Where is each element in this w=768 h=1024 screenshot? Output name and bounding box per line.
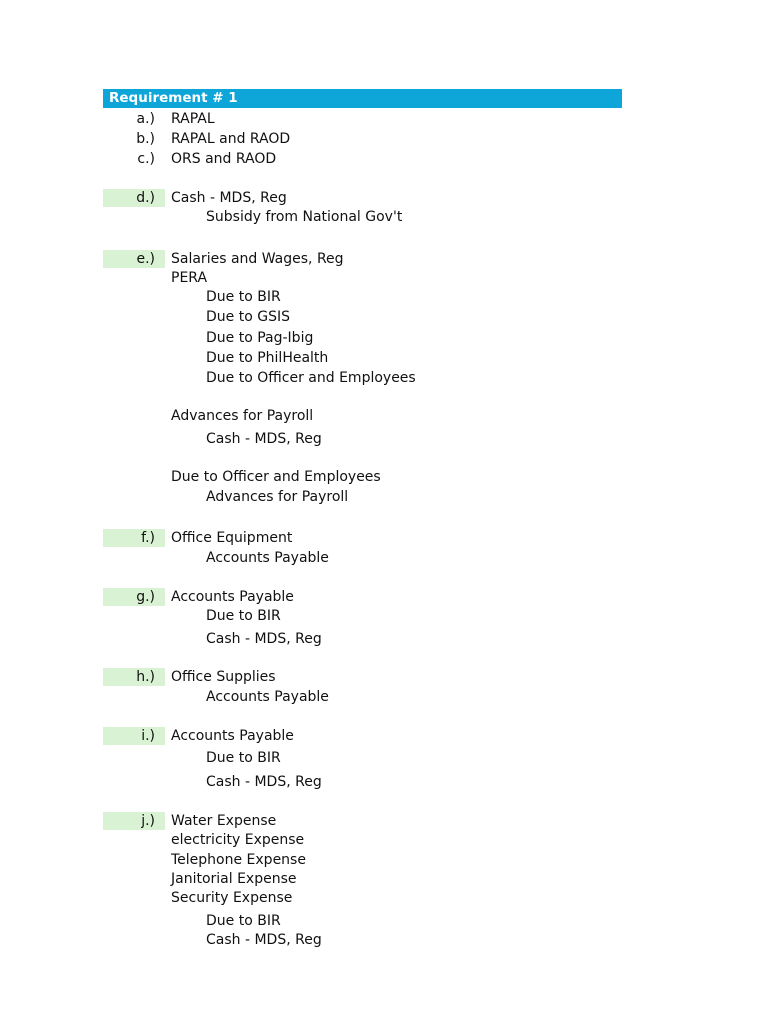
item-label: f.) bbox=[103, 529, 165, 547]
requirement-header: Requirement # 1 bbox=[103, 89, 622, 108]
credit-account: Accounts Payable bbox=[206, 550, 329, 566]
credit-account: Accounts Payable bbox=[206, 689, 329, 705]
debit-account: Cash - MDS, Reg bbox=[171, 190, 287, 206]
item-label: j.) bbox=[103, 812, 165, 830]
debit-account: electricity Expense bbox=[171, 832, 305, 848]
debit-account: Due to Officer and Employees bbox=[171, 469, 381, 485]
credit-account: Due to PhilHealth bbox=[206, 350, 329, 366]
item-label: i.) bbox=[103, 727, 165, 745]
debit-account: Advances for Payroll bbox=[171, 408, 314, 424]
debit-account: RAPAL bbox=[171, 111, 215, 127]
item-label: b.) bbox=[136, 131, 155, 147]
credit-account: Due to BIR bbox=[206, 608, 281, 624]
debit-account: Water Expense bbox=[171, 813, 277, 829]
credit-account: Cash - MDS, Reg bbox=[206, 774, 322, 790]
item-label: d.) bbox=[103, 189, 165, 207]
credit-account: Cash - MDS, Reg bbox=[206, 431, 322, 447]
credit-account: Cash - MDS, Reg bbox=[206, 932, 322, 948]
debit-account: Telephone Expense bbox=[171, 852, 306, 868]
credit-account: Due to Officer and Employees bbox=[206, 370, 416, 386]
credit-account: Due to BIR bbox=[206, 750, 281, 766]
debit-account: PERA bbox=[171, 270, 208, 286]
debit-account: Security Expense bbox=[171, 890, 293, 906]
item-label: e.) bbox=[103, 250, 165, 268]
debit-account: RAPAL and RAOD bbox=[171, 131, 291, 147]
item-label: c.) bbox=[137, 151, 155, 167]
credit-account: Due to Pag-Ibig bbox=[206, 330, 314, 346]
debit-account: Salaries and Wages, Reg bbox=[171, 251, 344, 267]
credit-account: Cash - MDS, Reg bbox=[206, 631, 322, 647]
debit-account: Janitorial Expense bbox=[171, 871, 297, 887]
credit-account: Subsidy from National Gov't bbox=[206, 209, 403, 225]
debit-account: Accounts Payable bbox=[171, 728, 294, 744]
item-label: h.) bbox=[103, 668, 165, 686]
item-label: a.) bbox=[136, 111, 155, 127]
credit-account: Due to GSIS bbox=[206, 309, 290, 325]
debit-account: Accounts Payable bbox=[171, 589, 294, 605]
credit-account: Due to BIR bbox=[206, 289, 281, 305]
credit-account: Due to BIR bbox=[206, 913, 281, 929]
debit-account: Office Equipment bbox=[171, 530, 293, 546]
item-label: g.) bbox=[103, 588, 165, 606]
debit-account: Office Supplies bbox=[171, 669, 276, 685]
debit-account: ORS and RAOD bbox=[171, 151, 277, 167]
credit-account: Advances for Payroll bbox=[206, 489, 349, 505]
